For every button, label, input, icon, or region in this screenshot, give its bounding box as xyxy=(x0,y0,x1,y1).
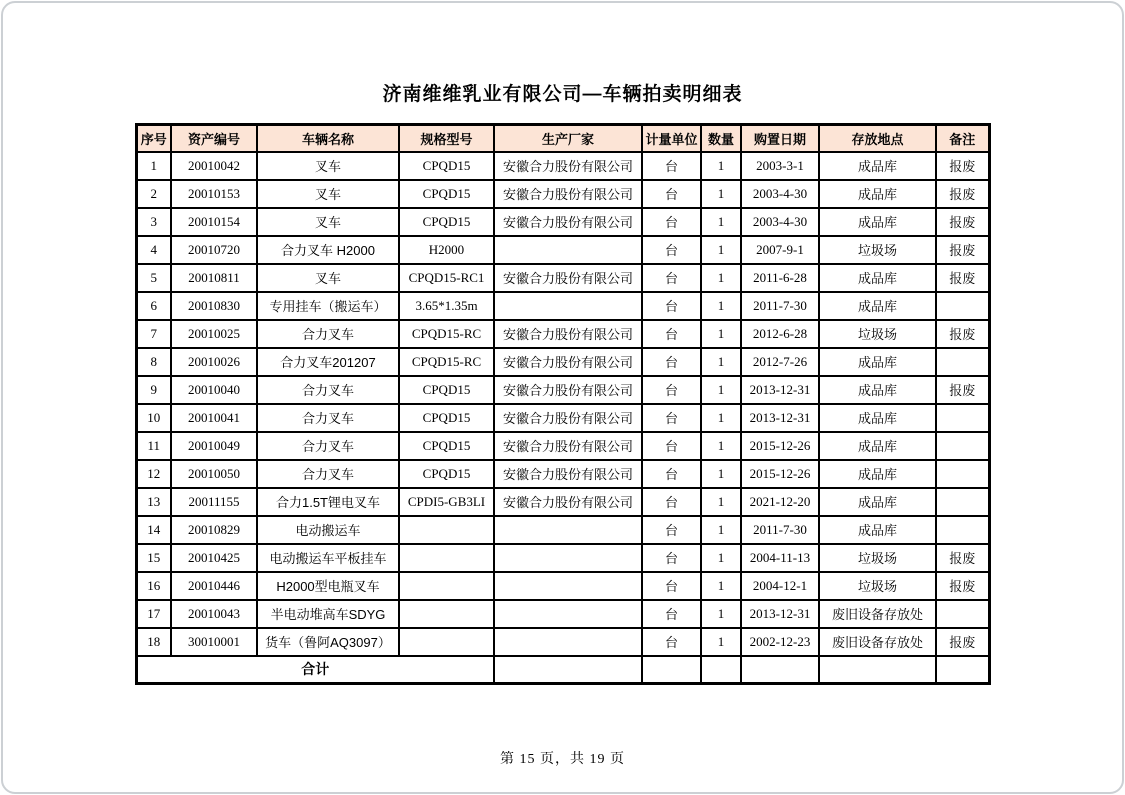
cell-index: 8 xyxy=(136,348,171,376)
cell-manufacturer: 安徽合力股份有限公司 xyxy=(494,152,642,180)
cell-qty: 1 xyxy=(701,572,741,600)
cell-purchase-date: 2012-6-28 xyxy=(741,320,819,348)
cell-spec-model xyxy=(399,516,494,544)
cell-storage-location: 垃圾场 xyxy=(819,572,936,600)
cell-vehicle-name: 合力叉车 xyxy=(257,376,399,404)
cell-qty: 1 xyxy=(701,208,741,236)
cell-manufacturer xyxy=(494,600,642,628)
column-header-remark: 备注 xyxy=(936,125,989,152)
cell-vehicle-name: 电动搬运车 xyxy=(257,516,399,544)
cell-index: 15 xyxy=(136,544,171,572)
cell-manufacturer: 安徽合力股份有限公司 xyxy=(494,376,642,404)
cell-spec-model: CPQD15 xyxy=(399,432,494,460)
cell-remark xyxy=(936,404,989,432)
cell-purchase-date: 2011-6-28 xyxy=(741,264,819,292)
cell-spec-model: CPQD15 xyxy=(399,376,494,404)
cell-storage-location: 成品库 xyxy=(819,180,936,208)
cell-storage-location: 成品库 xyxy=(819,264,936,292)
cell-qty: 1 xyxy=(701,376,741,404)
cell-purchase-date: 2013-12-31 xyxy=(741,376,819,404)
cell-vehicle-name: H2000型电瓶叉车 xyxy=(257,572,399,600)
cell-index: 17 xyxy=(136,600,171,628)
cell-manufacturer xyxy=(494,628,642,656)
cell-storage-location: 废旧设备存放处 xyxy=(819,600,936,628)
table-row xyxy=(136,572,989,600)
cell-remark: 报废 xyxy=(936,180,989,208)
table-row xyxy=(136,264,989,292)
cell-manufacturer xyxy=(494,544,642,572)
cell-vehicle-name: 合力叉车201207 xyxy=(257,348,399,376)
cell-remark xyxy=(936,292,989,320)
cell-index: 1 xyxy=(136,152,171,180)
total-cell-manufacturer xyxy=(494,656,642,684)
cell-spec-model: CPQD15 xyxy=(399,208,494,236)
cell-unit: 台 xyxy=(642,152,701,180)
total-cell-storage-location xyxy=(819,656,936,684)
cell-asset-no: 30010001 xyxy=(171,628,257,656)
cell-unit: 台 xyxy=(642,208,701,236)
table-row xyxy=(136,208,989,236)
cell-qty: 1 xyxy=(701,292,741,320)
cell-purchase-date: 2003-4-30 xyxy=(741,180,819,208)
cell-storage-location: 成品库 xyxy=(819,152,936,180)
table-row xyxy=(136,292,989,320)
cell-unit: 台 xyxy=(642,600,701,628)
cell-storage-location: 成品库 xyxy=(819,488,936,516)
cell-qty: 1 xyxy=(701,432,741,460)
cell-index: 4 xyxy=(136,236,171,264)
cell-asset-no: 20010446 xyxy=(171,572,257,600)
cell-purchase-date: 2013-12-31 xyxy=(741,404,819,432)
cell-index: 18 xyxy=(136,628,171,656)
cell-asset-no: 20010043 xyxy=(171,600,257,628)
cell-unit: 台 xyxy=(642,264,701,292)
cell-spec-model: CPQD15 xyxy=(399,404,494,432)
cell-index: 9 xyxy=(136,376,171,404)
column-header-index: 序号 xyxy=(136,125,171,152)
total-label: 合计 xyxy=(136,656,494,684)
cell-index: 11 xyxy=(136,432,171,460)
cell-unit: 台 xyxy=(642,180,701,208)
cell-spec-model: CPQD15 xyxy=(399,152,494,180)
cell-storage-location: 成品库 xyxy=(819,376,936,404)
table-row xyxy=(136,516,989,544)
cell-qty: 1 xyxy=(701,180,741,208)
cell-manufacturer: 安徽合力股份有限公司 xyxy=(494,208,642,236)
header-row xyxy=(136,125,989,152)
cell-storage-location: 成品库 xyxy=(819,432,936,460)
cell-spec-model: CPDI5-GB3LI xyxy=(399,488,494,516)
cell-vehicle-name: 专用挂车（搬运车） xyxy=(257,292,399,320)
cell-purchase-date: 2007-9-1 xyxy=(741,236,819,264)
total-cell-remark xyxy=(936,656,989,684)
column-header-qty: 数量 xyxy=(701,125,741,152)
cell-asset-no: 20010425 xyxy=(171,544,257,572)
cell-index: 16 xyxy=(136,572,171,600)
cell-purchase-date: 2013-12-31 xyxy=(741,600,819,628)
cell-unit: 台 xyxy=(642,236,701,264)
cell-qty: 1 xyxy=(701,488,741,516)
cell-remark: 报废 xyxy=(936,264,989,292)
cell-unit: 台 xyxy=(642,348,701,376)
vehicle-auction-table xyxy=(135,123,991,685)
cell-qty: 1 xyxy=(701,320,741,348)
cell-storage-location: 成品库 xyxy=(819,460,936,488)
table-row xyxy=(136,236,989,264)
column-header-storage-location: 存放地点 xyxy=(819,125,936,152)
table-row xyxy=(136,348,989,376)
cell-vehicle-name: 合力叉车 H2000 xyxy=(257,236,399,264)
cell-index: 12 xyxy=(136,460,171,488)
cell-remark xyxy=(936,488,989,516)
cell-unit: 台 xyxy=(642,376,701,404)
cell-spec-model: CPQD15-RC xyxy=(399,320,494,348)
cell-remark xyxy=(936,516,989,544)
cell-index: 13 xyxy=(136,488,171,516)
cell-asset-no: 20010829 xyxy=(171,516,257,544)
cell-remark: 报废 xyxy=(936,544,989,572)
cell-index: 5 xyxy=(136,264,171,292)
cell-purchase-date: 2011-7-30 xyxy=(741,516,819,544)
cell-purchase-date: 2002-12-23 xyxy=(741,628,819,656)
page-title: 济南维维乳业有限公司—车辆拍卖明细表 xyxy=(382,84,743,105)
cell-unit: 台 xyxy=(642,516,701,544)
cell-storage-location: 成品库 xyxy=(819,208,936,236)
cell-unit: 台 xyxy=(642,320,701,348)
cell-index: 6 xyxy=(136,292,171,320)
cell-asset-no: 20010811 xyxy=(171,264,257,292)
cell-spec-model xyxy=(399,600,494,628)
cell-vehicle-name: 货车（鲁阿AQ3097） xyxy=(257,628,399,656)
cell-spec-model: CPQD15-RC1 xyxy=(399,264,494,292)
cell-purchase-date: 2021-12-20 xyxy=(741,488,819,516)
column-header-manufacturer: 生产厂家 xyxy=(494,125,642,152)
cell-qty: 1 xyxy=(701,516,741,544)
page-number: 第 15 页，共 19 页 xyxy=(500,752,625,767)
cell-remark: 报废 xyxy=(936,320,989,348)
cell-manufacturer: 安徽合力股份有限公司 xyxy=(494,348,642,376)
cell-qty: 1 xyxy=(701,348,741,376)
cell-storage-location: 成品库 xyxy=(819,404,936,432)
table-row xyxy=(136,320,989,348)
table-row xyxy=(136,628,989,656)
cell-purchase-date: 2012-7-26 xyxy=(741,348,819,376)
cell-purchase-date: 2004-11-13 xyxy=(741,544,819,572)
table-row xyxy=(136,404,989,432)
total-row xyxy=(136,656,989,684)
cell-vehicle-name: 半电动堆高车SDYG xyxy=(257,600,399,628)
cell-manufacturer: 安徽合力股份有限公司 xyxy=(494,460,642,488)
cell-storage-location: 成品库 xyxy=(819,516,936,544)
table-row xyxy=(136,460,989,488)
total-cell-unit xyxy=(642,656,701,684)
cell-manufacturer: 安徽合力股份有限公司 xyxy=(494,404,642,432)
cell-vehicle-name: 叉车 xyxy=(257,208,399,236)
cell-remark xyxy=(936,348,989,376)
cell-asset-no: 20010720 xyxy=(171,236,257,264)
cell-remark: 报废 xyxy=(936,572,989,600)
cell-purchase-date: 2003-4-30 xyxy=(741,208,819,236)
cell-spec-model xyxy=(399,572,494,600)
cell-index: 14 xyxy=(136,516,171,544)
column-header-spec-model: 规格型号 xyxy=(399,125,494,152)
cell-qty: 1 xyxy=(701,236,741,264)
cell-unit: 台 xyxy=(642,488,701,516)
column-header-asset-no: 资产编号 xyxy=(171,125,257,152)
cell-remark: 报废 xyxy=(936,236,989,264)
cell-spec-model: CPQD15-RC xyxy=(399,348,494,376)
cell-vehicle-name: 电动搬运车平板挂车 xyxy=(257,544,399,572)
cell-unit: 台 xyxy=(642,572,701,600)
cell-unit: 台 xyxy=(642,460,701,488)
cell-manufacturer: 安徽合力股份有限公司 xyxy=(494,180,642,208)
total-cell-qty xyxy=(701,656,741,684)
document-page xyxy=(1,1,1124,794)
cell-manufacturer: 安徽合力股份有限公司 xyxy=(494,432,642,460)
cell-qty: 1 xyxy=(701,152,741,180)
cell-storage-location: 成品库 xyxy=(819,292,936,320)
cell-asset-no: 20010049 xyxy=(171,432,257,460)
cell-vehicle-name: 合力1.5T锂电叉车 xyxy=(257,488,399,516)
cell-qty: 1 xyxy=(701,628,741,656)
cell-qty: 1 xyxy=(701,460,741,488)
cell-index: 3 xyxy=(136,208,171,236)
cell-remark: 报废 xyxy=(936,208,989,236)
cell-purchase-date: 2015-12-26 xyxy=(741,432,819,460)
cell-asset-no: 20010041 xyxy=(171,404,257,432)
cell-remark: 报废 xyxy=(936,152,989,180)
cell-index: 7 xyxy=(136,320,171,348)
cell-spec-model: 3.65*1.35m xyxy=(399,292,494,320)
cell-asset-no: 20010025 xyxy=(171,320,257,348)
cell-asset-no: 20010153 xyxy=(171,180,257,208)
cell-vehicle-name: 合力叉车 xyxy=(257,320,399,348)
cell-remark: 报废 xyxy=(936,628,989,656)
cell-asset-no: 20010154 xyxy=(171,208,257,236)
cell-storage-location: 成品库 xyxy=(819,348,936,376)
cell-manufacturer: 安徽合力股份有限公司 xyxy=(494,264,642,292)
cell-spec-model: CPQD15 xyxy=(399,460,494,488)
cell-asset-no: 20010026 xyxy=(171,348,257,376)
cell-spec-model xyxy=(399,544,494,572)
cell-vehicle-name: 叉车 xyxy=(257,180,399,208)
cell-manufacturer xyxy=(494,572,642,600)
cell-manufacturer xyxy=(494,516,642,544)
cell-storage-location: 废旧设备存放处 xyxy=(819,628,936,656)
column-header-purchase-date: 购置日期 xyxy=(741,125,819,152)
cell-spec-model: H2000 xyxy=(399,236,494,264)
cell-manufacturer xyxy=(494,292,642,320)
cell-purchase-date: 2004-12-1 xyxy=(741,572,819,600)
table-row xyxy=(136,488,989,516)
cell-index: 2 xyxy=(136,180,171,208)
cell-qty: 1 xyxy=(701,600,741,628)
cell-purchase-date: 2003-3-1 xyxy=(741,152,819,180)
cell-asset-no: 20011155 xyxy=(171,488,257,516)
cell-spec-model: CPQD15 xyxy=(399,180,494,208)
cell-storage-location: 垃圾场 xyxy=(819,320,936,348)
column-header-vehicle-name: 车辆名称 xyxy=(257,125,399,152)
cell-asset-no: 20010042 xyxy=(171,152,257,180)
table-row xyxy=(136,152,989,180)
cell-manufacturer: 安徽合力股份有限公司 xyxy=(494,488,642,516)
cell-unit: 台 xyxy=(642,544,701,572)
cell-manufacturer xyxy=(494,236,642,264)
cell-storage-location: 垃圾场 xyxy=(819,544,936,572)
cell-asset-no: 20010050 xyxy=(171,460,257,488)
cell-qty: 1 xyxy=(701,264,741,292)
cell-remark xyxy=(936,432,989,460)
cell-manufacturer: 安徽合力股份有限公司 xyxy=(494,320,642,348)
table-row xyxy=(136,376,989,404)
cell-remark xyxy=(936,600,989,628)
total-cell-purchase-date xyxy=(741,656,819,684)
cell-asset-no: 20010040 xyxy=(171,376,257,404)
cell-remark: 报废 xyxy=(936,376,989,404)
cell-asset-no: 20010830 xyxy=(171,292,257,320)
cell-unit: 台 xyxy=(642,432,701,460)
cell-qty: 1 xyxy=(701,404,741,432)
cell-vehicle-name: 合力叉车 xyxy=(257,404,399,432)
cell-qty: 1 xyxy=(701,544,741,572)
cell-vehicle-name: 叉车 xyxy=(257,264,399,292)
cell-purchase-date: 2011-7-30 xyxy=(741,292,819,320)
cell-storage-location: 垃圾场 xyxy=(819,236,936,264)
cell-vehicle-name: 叉车 xyxy=(257,152,399,180)
cell-unit: 台 xyxy=(642,404,701,432)
table-row xyxy=(136,544,989,572)
table-row xyxy=(136,600,989,628)
table-row xyxy=(136,432,989,460)
cell-vehicle-name: 合力叉车 xyxy=(257,432,399,460)
column-header-unit: 计量单位 xyxy=(642,125,701,152)
cell-index: 10 xyxy=(136,404,171,432)
cell-remark xyxy=(936,460,989,488)
cell-vehicle-name: 合力叉车 xyxy=(257,460,399,488)
cell-unit: 台 xyxy=(642,628,701,656)
table-row xyxy=(136,180,989,208)
table-body xyxy=(136,152,989,684)
table-header xyxy=(136,125,989,152)
cell-purchase-date: 2015-12-26 xyxy=(741,460,819,488)
cell-spec-model xyxy=(399,628,494,656)
cell-unit: 台 xyxy=(642,292,701,320)
